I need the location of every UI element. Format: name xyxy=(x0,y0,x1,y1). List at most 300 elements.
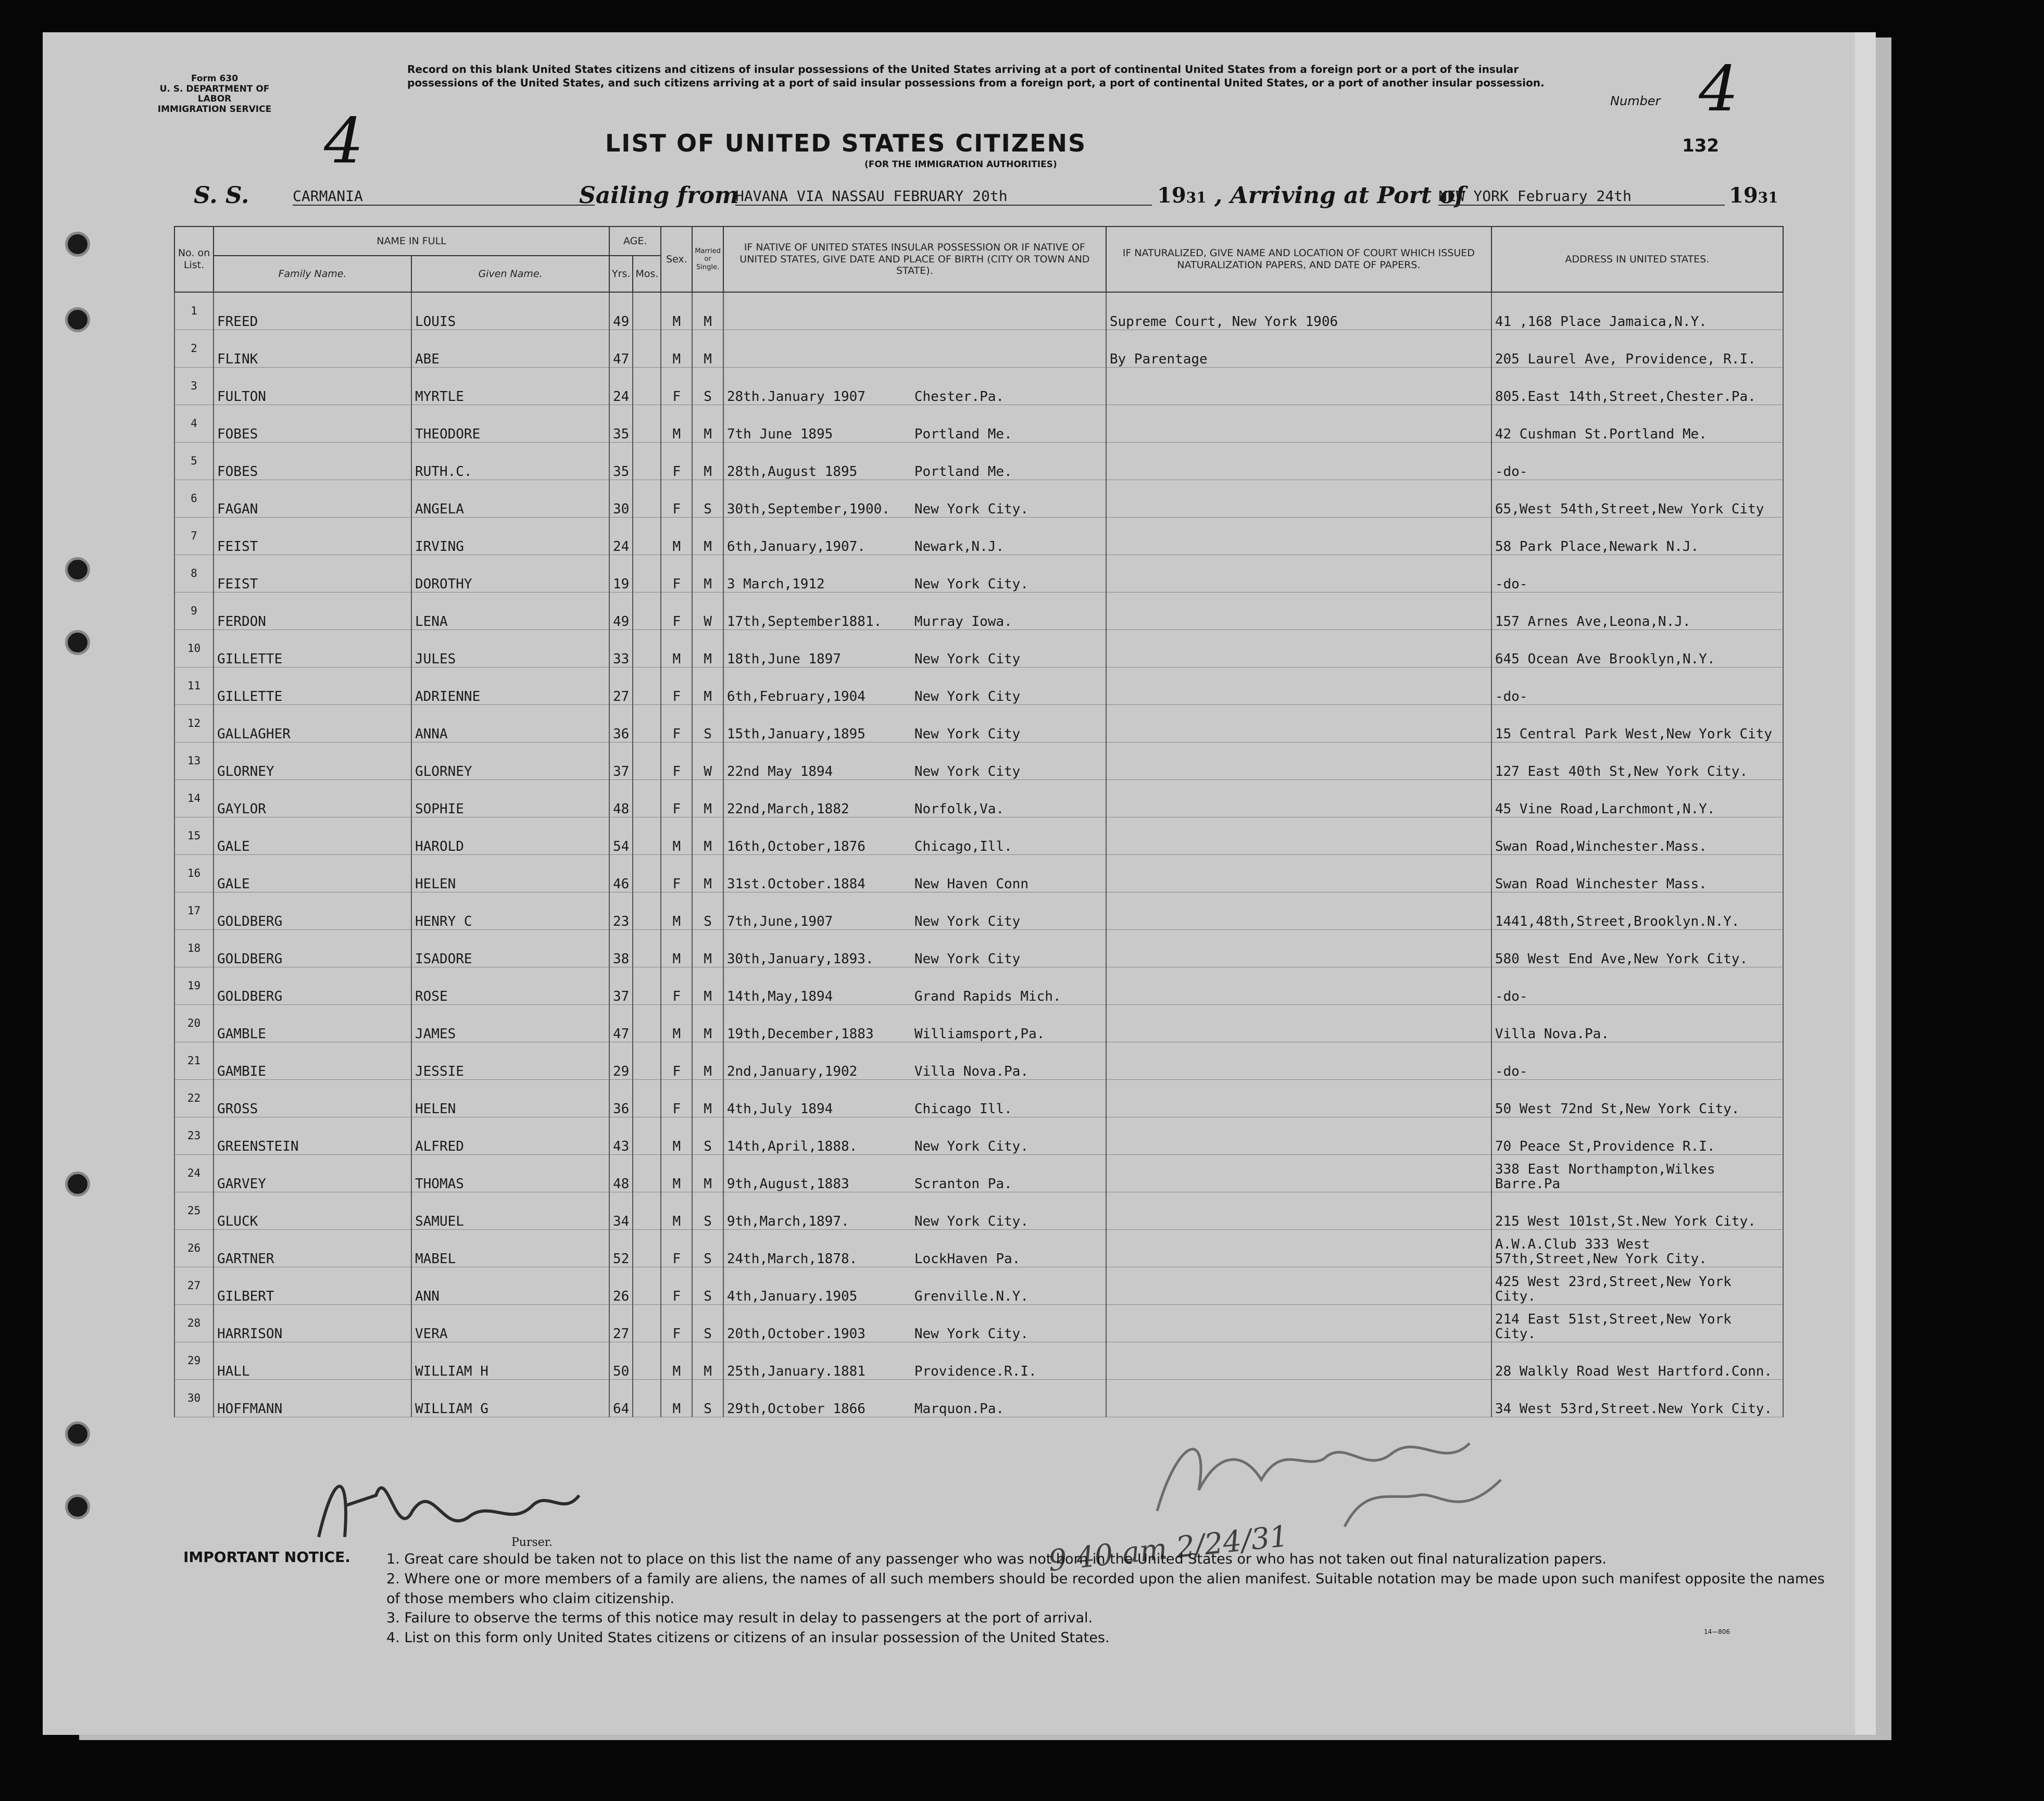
family-name: GALE xyxy=(214,855,411,892)
birth-date: 19th,December,1883 xyxy=(726,1026,874,1042)
age-months xyxy=(633,742,661,780)
table-row xyxy=(174,555,1783,593)
marital-status: M xyxy=(692,330,723,368)
table-row xyxy=(174,667,1783,705)
age-months xyxy=(633,705,661,742)
birth-place: New York City xyxy=(914,726,1021,742)
birth-date: 2nd,January,1902 xyxy=(726,1064,858,1080)
address: 127 East 40th St,New York City. xyxy=(1491,742,1783,780)
birth-place: Providence.R.I. xyxy=(914,1364,1037,1380)
marital-status: M xyxy=(692,292,723,330)
age-years: 23 xyxy=(609,892,633,930)
table-row xyxy=(174,1342,1783,1380)
birth-info xyxy=(723,855,1106,892)
marital-status: M xyxy=(692,1005,723,1042)
page-subtitle: (FOR THE IMMIGRATION AUTHORITIES) xyxy=(864,159,1057,170)
birth-date: 29th,October 1866 xyxy=(726,1401,866,1417)
naturalization xyxy=(1106,1080,1491,1117)
age-years: 37 xyxy=(609,967,633,1005)
table-row xyxy=(174,292,1783,330)
row-number: 8 xyxy=(174,555,214,593)
birth-info xyxy=(723,555,1106,593)
given-name: LENA xyxy=(411,593,609,630)
birth-info xyxy=(723,480,1106,518)
col-address: ADDRESS IN UNITED STATES. xyxy=(1491,226,1783,292)
given-name: ISADORE xyxy=(411,930,609,967)
given-name: ROSE xyxy=(411,967,609,1005)
family-name: GARVEY xyxy=(214,1155,411,1192)
table-row xyxy=(174,1117,1783,1155)
col-naturalized: IF NATURALIZED, GIVE NAME AND LOCATION OF COURT WHICH ISSUED NATURALIZATION PAPERS, AND DATE OF PAPERS. xyxy=(1106,226,1491,292)
sex: F xyxy=(661,705,692,742)
naturalization xyxy=(1106,1267,1491,1305)
service: IMMIGRATION SERVICE xyxy=(157,104,272,115)
marital-status: M xyxy=(692,817,723,855)
birth-date: 17th,September1881. xyxy=(726,614,882,630)
age-months xyxy=(633,555,661,593)
birth-info xyxy=(723,1267,1106,1305)
address: 15 Central Park West,New York City xyxy=(1491,705,1783,742)
naturalization xyxy=(1106,405,1491,443)
birth-date: 4th,July 1894 xyxy=(726,1101,833,1117)
binder-hole xyxy=(65,1494,90,1519)
table-row xyxy=(174,1230,1783,1267)
sex: M xyxy=(661,930,692,967)
form-identification xyxy=(147,74,282,115)
birth-date: 15th,January,1895 xyxy=(726,726,866,742)
naturalization xyxy=(1106,892,1491,930)
row-number: 25 xyxy=(174,1192,214,1230)
family-name: FLINK xyxy=(214,330,411,368)
table-row xyxy=(174,630,1783,667)
row-number: 26 xyxy=(174,1230,214,1267)
sex: M xyxy=(661,330,692,368)
naturalization xyxy=(1106,1042,1491,1080)
naturalization xyxy=(1106,1305,1491,1342)
age-years: 46 xyxy=(609,855,633,892)
binder-hole xyxy=(65,232,90,257)
table-row xyxy=(174,405,1783,443)
age-months xyxy=(633,368,661,405)
row-number: 21 xyxy=(174,1042,214,1080)
birth-date: 6th,February,1904 xyxy=(726,689,866,705)
birth-date: 28th.January 1907 xyxy=(726,389,866,405)
birth-info xyxy=(723,1080,1106,1117)
age-years: 47 xyxy=(609,1005,633,1042)
col-age: AGE. xyxy=(609,226,661,256)
birth-date: 6th,January,1907. xyxy=(726,539,866,555)
binder-hole xyxy=(65,557,90,582)
sailing-from: HAVANA VIA NASSAU FEBRUARY 20th xyxy=(735,187,1152,206)
marital-status: M xyxy=(692,855,723,892)
table-row xyxy=(174,330,1783,368)
address: 580 West End Ave,New York City. xyxy=(1491,930,1783,967)
table-row xyxy=(174,742,1783,780)
table-row xyxy=(174,1380,1783,1417)
row-number: 20 xyxy=(174,1005,214,1042)
family-name: HALL xyxy=(214,1342,411,1380)
age-years: 33 xyxy=(609,630,633,667)
age-months xyxy=(633,1267,661,1305)
family-name: HARRISON xyxy=(214,1305,411,1342)
marital-status: M xyxy=(692,780,723,817)
family-name: GILLETTE xyxy=(214,667,411,705)
sex: M xyxy=(661,405,692,443)
number-label: Number xyxy=(1610,94,1661,108)
binder-hole xyxy=(65,630,90,655)
table-row xyxy=(174,1305,1783,1342)
table-row xyxy=(174,930,1783,967)
row-number: 27 xyxy=(174,1267,214,1305)
given-name: DOROTHY xyxy=(411,555,609,593)
row-number: 16 xyxy=(174,855,214,892)
marital-status: S xyxy=(692,705,723,742)
birth-info xyxy=(723,1230,1106,1267)
age-months xyxy=(633,480,661,518)
marital-status: S xyxy=(692,1230,723,1267)
birth-place: New York City xyxy=(914,764,1021,780)
row-number: 30 xyxy=(174,1380,214,1417)
age-months xyxy=(633,1155,661,1192)
birth-info xyxy=(723,1380,1106,1417)
family-name: GAMBLE xyxy=(214,1005,411,1042)
given-name: JESSIE xyxy=(411,1042,609,1080)
age-years: 24 xyxy=(609,518,633,555)
given-name: WILLIAM H xyxy=(411,1342,609,1380)
given-name: SAMUEL xyxy=(411,1192,609,1230)
marital-status: M xyxy=(692,667,723,705)
marital-status: M xyxy=(692,930,723,967)
address: 41 ,168 Place Jamaica,N.Y. xyxy=(1491,292,1783,330)
given-name: HELEN xyxy=(411,1080,609,1117)
given-name: VERA xyxy=(411,1305,609,1342)
sex: M xyxy=(661,1005,692,1042)
row-number: 11 xyxy=(174,667,214,705)
sex: F xyxy=(661,1267,692,1305)
marital-status: M xyxy=(692,1342,723,1380)
marital-status: M xyxy=(692,1080,723,1117)
naturalization xyxy=(1106,630,1491,667)
sex: F xyxy=(661,667,692,705)
birth-info xyxy=(723,1192,1106,1230)
marital-status: W xyxy=(692,593,723,630)
age-years: 43 xyxy=(609,1117,633,1155)
table-row xyxy=(174,1080,1783,1117)
age-months xyxy=(633,667,661,705)
age-years: 24 xyxy=(609,368,633,405)
marital-status: S xyxy=(692,1305,723,1342)
birth-date: 22nd May 1894 xyxy=(726,764,833,780)
birth-place: Scranton Pa. xyxy=(914,1176,1012,1192)
row-number: 23 xyxy=(174,1117,214,1155)
inspector-signature xyxy=(1147,1407,1522,1542)
address: 50 West 72nd St,New York City. xyxy=(1491,1080,1783,1117)
family-name: FULTON xyxy=(214,368,411,405)
age-months xyxy=(633,817,661,855)
birth-date: 20th,October.1903 xyxy=(726,1326,866,1342)
given-name: ANGELA xyxy=(411,480,609,518)
purser-signature-mark xyxy=(314,1459,584,1547)
birth-info xyxy=(723,667,1106,705)
table-row xyxy=(174,443,1783,480)
birth-date: 31st.October.1884 xyxy=(726,876,866,892)
family-name: GOLDBERG xyxy=(214,930,411,967)
birth-info xyxy=(723,1005,1106,1042)
age-months xyxy=(633,780,661,817)
naturalization xyxy=(1106,780,1491,817)
birth-place: New York City xyxy=(914,689,1021,705)
age-months xyxy=(633,1005,661,1042)
marital-status: S xyxy=(692,1192,723,1230)
sex: M xyxy=(661,292,692,330)
given-name: RUTH.C. xyxy=(411,443,609,480)
family-name: FREED xyxy=(214,292,411,330)
marital-status: M xyxy=(692,1042,723,1080)
age-years: 36 xyxy=(609,705,633,742)
address: -do- xyxy=(1491,1042,1783,1080)
manifest-page xyxy=(43,32,1855,1735)
arriving-year-prefix: 19 xyxy=(1729,183,1758,208)
naturalization xyxy=(1106,1230,1491,1267)
age-years: 64 xyxy=(609,1380,633,1417)
naturalization xyxy=(1106,593,1491,630)
given-name: JULES xyxy=(411,630,609,667)
address: -do- xyxy=(1491,443,1783,480)
sex: M xyxy=(661,817,692,855)
birth-info xyxy=(723,518,1106,555)
family-name: FAGAN xyxy=(214,480,411,518)
birth-place: New York City. xyxy=(914,1139,1029,1155)
age-years: 26 xyxy=(609,1267,633,1305)
address: -do- xyxy=(1491,967,1783,1005)
family-name: GAMBIE xyxy=(214,1042,411,1080)
birth-date: 7th June 1895 xyxy=(726,426,833,443)
notice-item: 1. Great care should be taken not to place on this list the name of any passenger who was not born in the United States or who has not taken out final naturalization papers. xyxy=(386,1551,1607,1567)
family-name: GLORNEY xyxy=(214,742,411,780)
birth-place: Villa Nova.Pa. xyxy=(914,1064,1029,1080)
family-name: FERDON xyxy=(214,593,411,630)
sex: M xyxy=(661,518,692,555)
given-name: THOMAS xyxy=(411,1155,609,1192)
naturalization xyxy=(1106,368,1491,405)
address: 58 Park Place,Newark N.J. xyxy=(1491,518,1783,555)
birth-date: 18th,June 1897 xyxy=(726,651,841,667)
address: -do- xyxy=(1491,667,1783,705)
row-number: 7 xyxy=(174,518,214,555)
birth-date: 9th,March,1897. xyxy=(726,1214,849,1230)
age-months xyxy=(633,1230,661,1267)
address: 70 Peace St,Providence R.I. xyxy=(1491,1117,1783,1155)
birth-place: Portland Me. xyxy=(914,464,1012,480)
age-months xyxy=(633,518,661,555)
age-years: 36 xyxy=(609,1080,633,1117)
row-number: 5 xyxy=(174,443,214,480)
arriving-port: NEW YORK February 24th xyxy=(1438,187,1725,206)
age-years: 35 xyxy=(609,405,633,443)
birth-date: 9th,August,1883 xyxy=(726,1176,849,1192)
row-number: 22 xyxy=(174,1080,214,1117)
birth-info xyxy=(723,1342,1106,1380)
birth-info xyxy=(723,630,1106,667)
marital-status: M xyxy=(692,555,723,593)
notice-item: 4. List on this form only United States citizens or citizens of an insular possession of the United States. xyxy=(386,1630,1110,1646)
birth-place: New York City. xyxy=(914,1326,1029,1342)
sailing-year-prefix: 19 xyxy=(1157,183,1186,208)
table-row xyxy=(174,368,1783,405)
col-sex: Sex. xyxy=(661,226,692,292)
table-row xyxy=(174,705,1783,742)
row-number: 12 xyxy=(174,705,214,742)
family-name: GOLDBERG xyxy=(214,967,411,1005)
form-code: 14—806 xyxy=(1704,1628,1730,1635)
department: U. S. DEPARTMENT OF LABOR xyxy=(159,83,270,105)
sex: F xyxy=(661,1042,692,1080)
age-months xyxy=(633,405,661,443)
arriving-year xyxy=(1729,183,1778,208)
sex: F xyxy=(661,1305,692,1342)
sex: M xyxy=(661,1155,692,1192)
birth-date: 3 March,1912 xyxy=(726,576,825,593)
birth-date: 14th,May,1894 xyxy=(726,989,833,1005)
table-row xyxy=(174,892,1783,930)
notice-item: 3. Failure to observe the terms of this notice may result in delay to passengers at the port of arrival. xyxy=(386,1610,1093,1627)
age-months xyxy=(633,443,661,480)
naturalization xyxy=(1106,443,1491,480)
family-name: GAYLOR xyxy=(214,780,411,817)
stamp-number: 132 xyxy=(1682,135,1719,156)
passenger-rows xyxy=(174,292,1783,1417)
age-months xyxy=(633,1192,661,1230)
row-number: 2 xyxy=(174,330,214,368)
given-name: HELEN xyxy=(411,855,609,892)
table-row xyxy=(174,518,1783,555)
row-number: 17 xyxy=(174,892,214,930)
marital-status: M xyxy=(692,967,723,1005)
age-years: 35 xyxy=(609,443,633,480)
col-mos: Mos. xyxy=(633,256,661,292)
naturalization: By Parentage xyxy=(1106,330,1491,368)
birth-place: New Haven Conn xyxy=(914,876,1029,892)
given-name: SOPHIE xyxy=(411,780,609,817)
birth-info xyxy=(723,742,1106,780)
age-years: 27 xyxy=(609,1305,633,1342)
age-months xyxy=(633,1080,661,1117)
age-years: 54 xyxy=(609,817,633,855)
naturalization xyxy=(1106,518,1491,555)
binder-hole xyxy=(65,307,90,332)
address: 34 West 53rd,Street.New York City. xyxy=(1491,1380,1783,1417)
age-years: 37 xyxy=(609,742,633,780)
table-row xyxy=(174,593,1783,630)
address: Swan Road Winchester Mass. xyxy=(1491,855,1783,892)
binder-hole xyxy=(65,1172,90,1197)
handwritten-time-note: 9 40 am 2/24/31 xyxy=(1046,1519,1290,1579)
marital-status: S xyxy=(692,368,723,405)
given-name: ALFRED xyxy=(411,1117,609,1155)
page-title: LIST OF UNITED STATES CITIZENS xyxy=(605,129,1087,157)
naturalization xyxy=(1106,930,1491,967)
birth-place: New York City xyxy=(914,651,1021,667)
birth-place: Norfolk,Va. xyxy=(914,801,1005,817)
age-months xyxy=(633,855,661,892)
birth-date: 14th,April,1888. xyxy=(726,1139,858,1155)
table-row xyxy=(174,480,1783,518)
marital-status: M xyxy=(692,518,723,555)
birth-info xyxy=(723,705,1106,742)
address: A.W.A.Club 333 West 57th,Street,New York City. xyxy=(1491,1230,1783,1267)
birth-date: 4th,January.1905 xyxy=(726,1289,858,1305)
family-name: GROSS xyxy=(214,1080,411,1117)
address: 42 Cushman St.Portland Me. xyxy=(1491,405,1783,443)
naturalization xyxy=(1106,742,1491,780)
marital-status: M xyxy=(692,405,723,443)
birth-info xyxy=(723,892,1106,930)
age-years: 29 xyxy=(609,1042,633,1080)
sex: M xyxy=(661,1380,692,1417)
birth-info xyxy=(723,967,1106,1005)
birth-info xyxy=(723,1042,1106,1080)
birth-place: LockHaven Pa. xyxy=(914,1251,1021,1267)
sex: M xyxy=(661,1117,692,1155)
family-name: GILBERT xyxy=(214,1267,411,1305)
birth-place: New York City. xyxy=(914,576,1029,593)
given-name: HAROLD xyxy=(411,817,609,855)
row-number: 4 xyxy=(174,405,214,443)
family-name: GLUCK xyxy=(214,1192,411,1230)
sex: F xyxy=(661,368,692,405)
instructions: Record on this blank United States citizens and citizens of insular possessions of the United States arriving at a port of continental United States from a foreign port or a port of the insular possessions of the United States, and such citizens arriving at a port of said insular possessions from a foreign port, a port of continental United States, or a port of another insular possession. xyxy=(407,63,1545,89)
naturalization xyxy=(1106,1117,1491,1155)
arriving-year-value: 31 xyxy=(1758,189,1778,206)
birth-place: New York City. xyxy=(914,501,1029,518)
notice-item: 2. Where one or more members of a family are aliens, the names of all such members should be recorded upon the alien manifest. Suitable notation may be made upon such manifest opposite the names of those members who claim citizenship. xyxy=(386,1570,1825,1607)
birth-place: Chester.Pa. xyxy=(914,389,1005,405)
sailing-year xyxy=(1157,183,1207,208)
age-years: 47 xyxy=(609,330,633,368)
address: 65,West 54th,Street,New York City xyxy=(1491,480,1783,518)
marital-status: S xyxy=(692,1117,723,1155)
sex: F xyxy=(661,1230,692,1267)
row-number: 3 xyxy=(174,368,214,405)
address: 45 Vine Road,Larchmont,N.Y. xyxy=(1491,780,1783,817)
row-number: 29 xyxy=(174,1342,214,1380)
address: 214 East 51st,Street,New York City. xyxy=(1491,1305,1783,1342)
family-name: GALLAGHER xyxy=(214,705,411,742)
naturalization xyxy=(1106,1192,1491,1230)
age-years: 34 xyxy=(609,1192,633,1230)
family-name: GOLDBERG xyxy=(214,892,411,930)
birth-info xyxy=(723,593,1106,630)
birth-info xyxy=(723,443,1106,480)
row-number: 24 xyxy=(174,1155,214,1192)
birth-date: 24th,March,1878. xyxy=(726,1251,858,1267)
family-name: FOBES xyxy=(214,405,411,443)
birth-info xyxy=(723,292,1106,330)
sex: F xyxy=(661,443,692,480)
address: 28 Walkly Road West Hartford.Conn. xyxy=(1491,1342,1783,1380)
family-name: GILLETTE xyxy=(214,630,411,667)
age-months xyxy=(633,892,661,930)
birth-info xyxy=(723,780,1106,817)
family-name: GALE xyxy=(214,817,411,855)
sex: F xyxy=(661,967,692,1005)
birth-place: New York City xyxy=(914,951,1021,967)
given-name: ADRIENNE xyxy=(411,667,609,705)
age-years: 27 xyxy=(609,667,633,705)
sex: F xyxy=(661,855,692,892)
sex: F xyxy=(661,593,692,630)
col-no: No. on List. xyxy=(174,226,214,292)
